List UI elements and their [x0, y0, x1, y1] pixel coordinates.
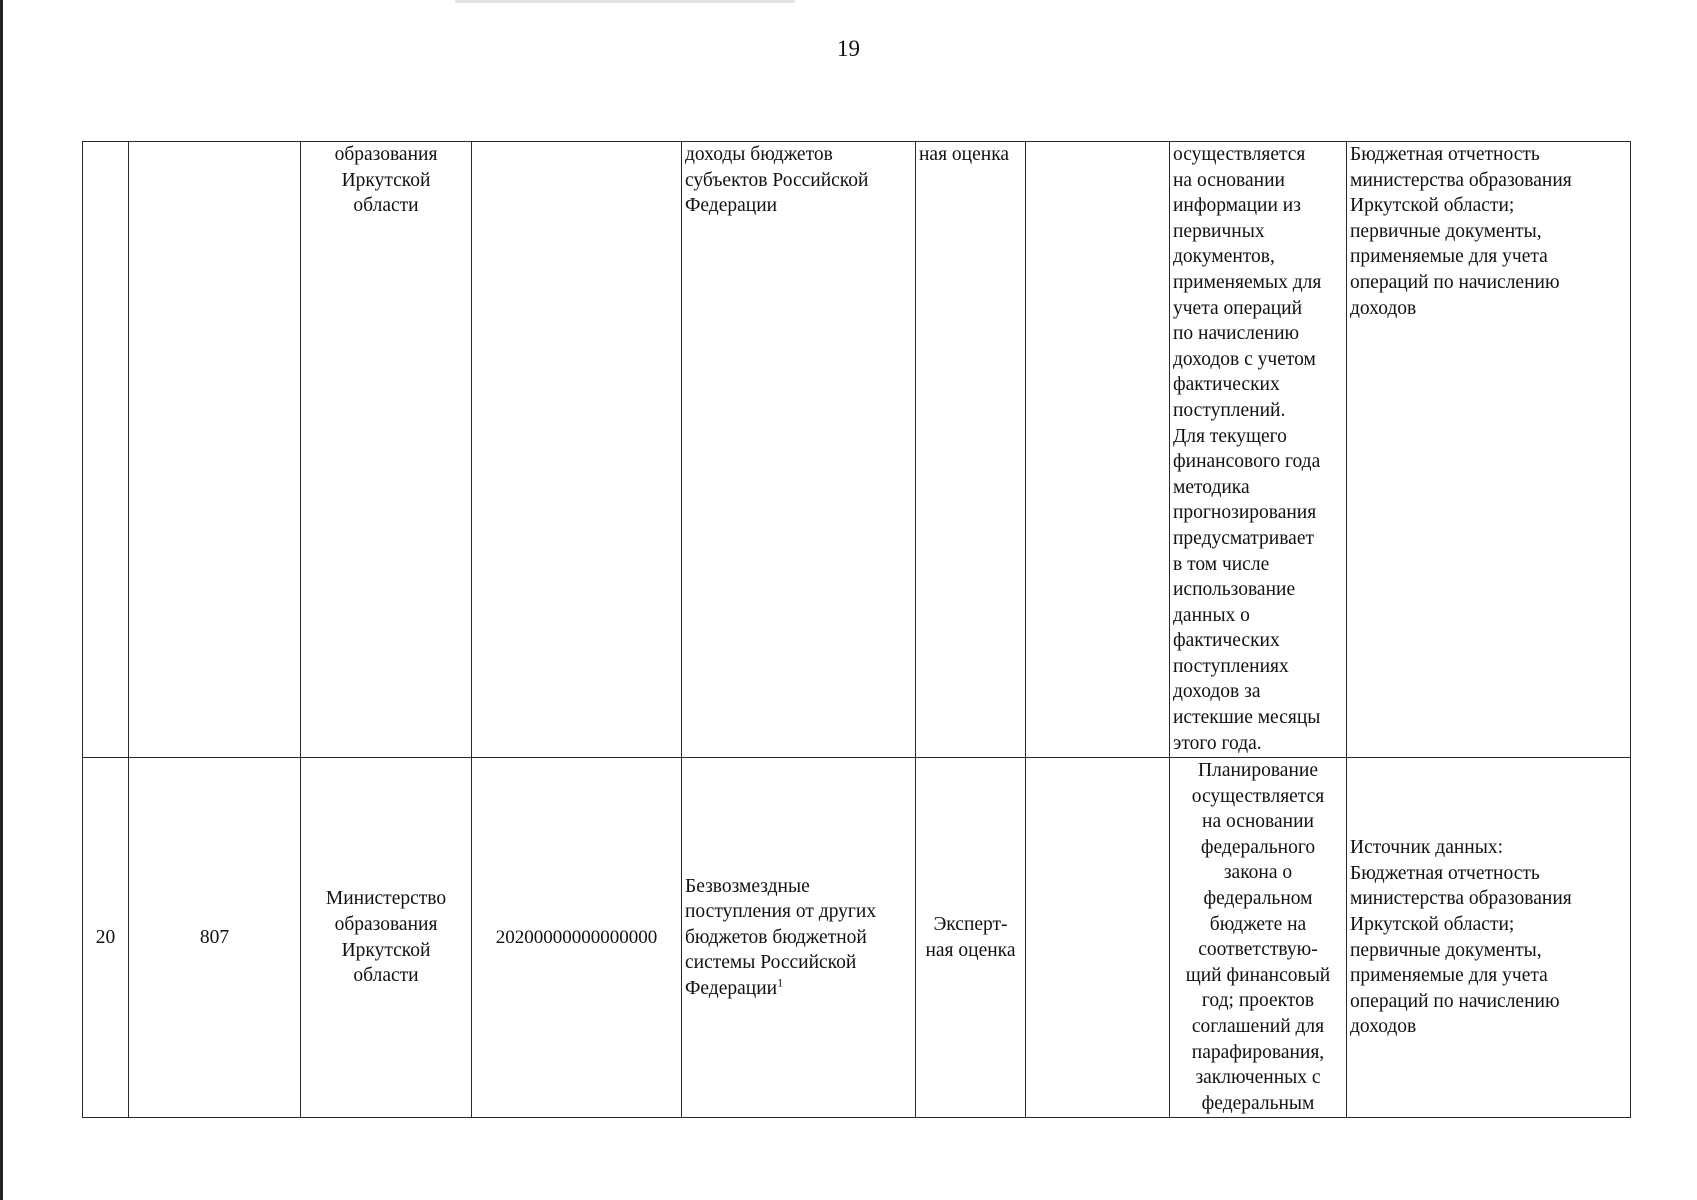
page-number: 19 — [837, 36, 860, 61]
cell-algorithm: Планирование осуществляется на основании федерального закона о федеральном бюджете на соответствую- щий финансовый год; проектов соглашений для парафирования, заключенных с федеральным — [1170, 758, 1347, 1118]
cell-admin-code: 807 — [129, 758, 301, 1118]
cell-data-source: Бюджетная отчетность министерства образования Иркутской области; первичные документы, применяемые для учета операций по начислению доходов — [1347, 142, 1631, 758]
scan-artifact — [455, 0, 795, 3]
cell-income-name: доходы бюджетов субъектов Российской Федерации — [682, 142, 916, 758]
income-name-text: Безвозмездные поступления от других бюджетов бюджетной системы Российской Федерации — [685, 875, 877, 999]
table-row — [83, 142, 1631, 758]
cell-formula — [1026, 758, 1170, 1118]
table-row — [83, 758, 1631, 1118]
cell-kbk-code: 20200000000000000 — [472, 758, 682, 1118]
cell-forecast-method: Эксперт- ная оценка — [916, 758, 1026, 1118]
revenue-forecast-table — [82, 141, 1631, 1118]
cell-administrator: Министерство образования Иркутской области — [301, 758, 472, 1118]
scan-left-edge — [0, 0, 3, 1200]
cell-formula — [1026, 142, 1170, 758]
cell-algorithm: осуществляется на основании информации из первичных документов, применяемых для учета операций по начислению доходов с учетом фактических поступлений. Для текущего финансового года методика прогнозирования предусматривает в том числе использование данных о фактических поступлениях доходов за истекшие месяцы этого года. — [1170, 142, 1347, 758]
cell-income-name — [682, 758, 916, 1118]
cell-admin-code — [129, 142, 301, 758]
cell-row-number: 20 — [83, 758, 129, 1118]
cell-kbk-code — [472, 142, 682, 758]
cell-forecast-method: ная оценка — [916, 142, 1026, 758]
cell-data-source: Источник данных: Бюджетная отчетность министерства образования Иркутской области; первичные документы, применяемые для учета операций по начислению доходов — [1347, 758, 1631, 1118]
cell-row-number — [83, 142, 129, 758]
footnote-marker: 1 — [777, 975, 784, 990]
cell-administrator: образования Иркутской области — [301, 142, 472, 758]
